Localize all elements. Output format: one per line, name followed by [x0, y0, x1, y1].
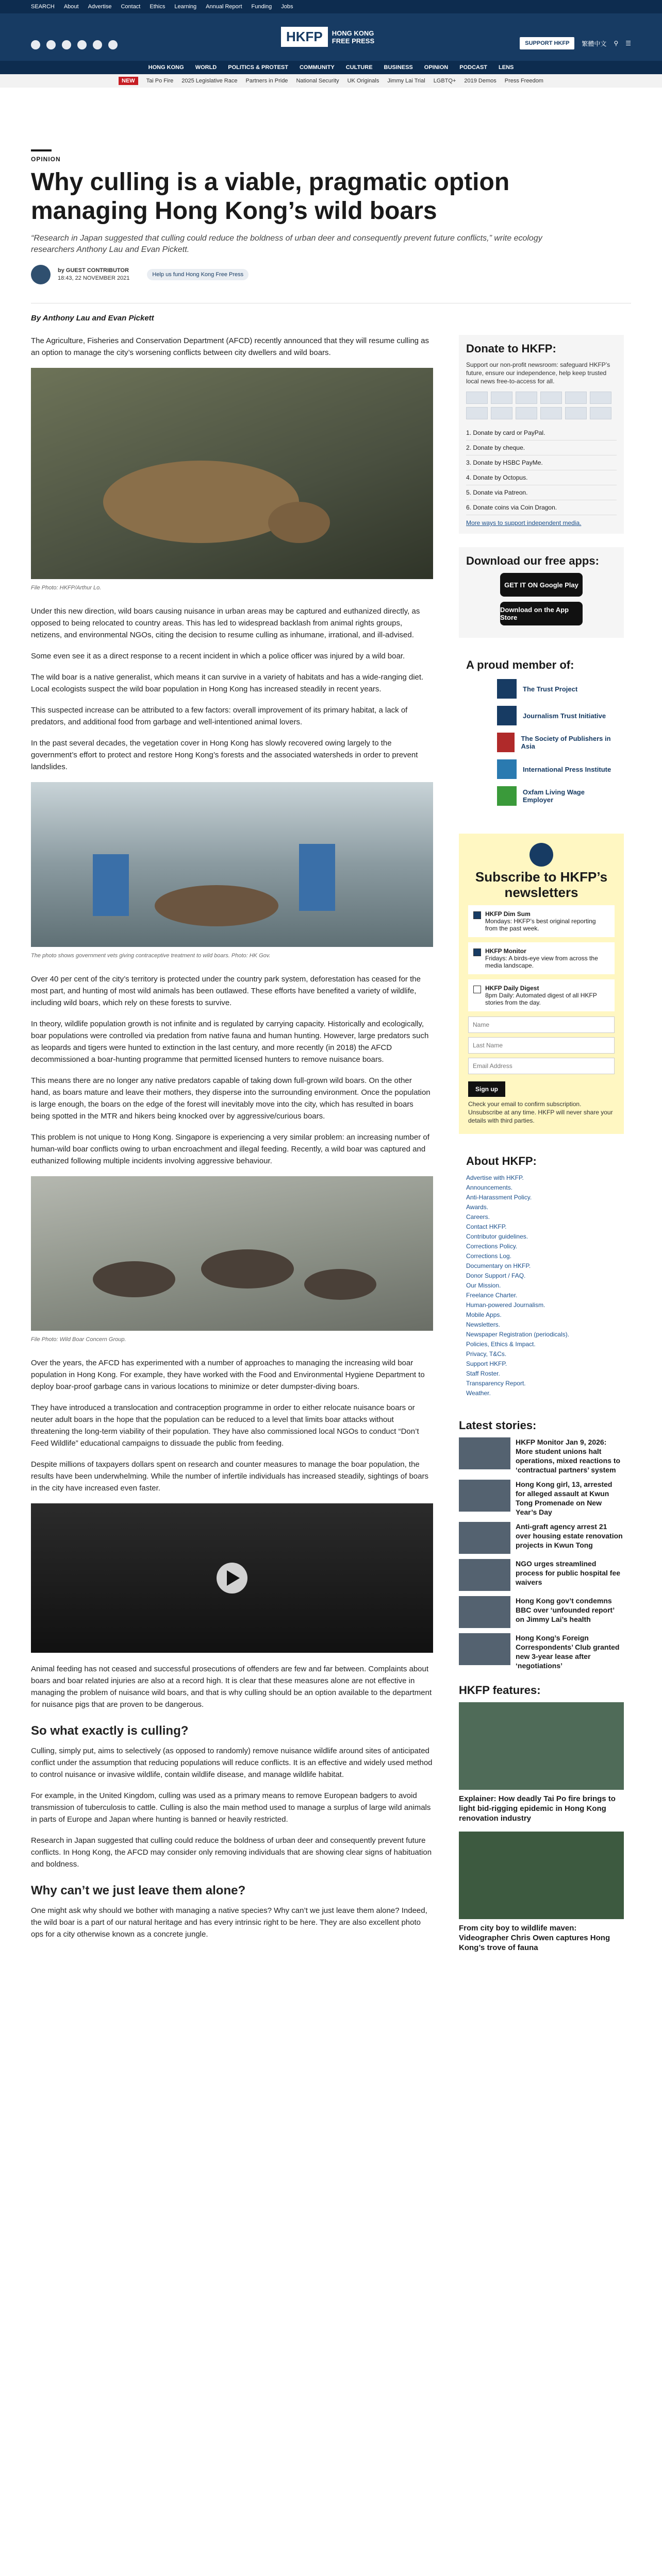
video-embed[interactable] [31, 1503, 433, 1653]
section-heading: So what exactly is culling? [31, 1724, 189, 1738]
content-area [0, 335, 662, 2576]
nav-world[interactable]: WORLD [195, 64, 217, 71]
top-utility-bar [0, 0, 662, 13]
paragraph: Some even see it as a direct response to a recent incident in which a police officer was injured by a wild boar. [31, 652, 405, 660]
first-name-field[interactable]: Name [468, 1016, 615, 1033]
boar-photo-1 [31, 368, 433, 579]
nav-politics[interactable]: POLITICS & PROTEST [228, 64, 288, 71]
apps-title: Download our free apps: [466, 554, 599, 567]
donate-option[interactable]: 6. Donate coins via Coin Dragon. [466, 500, 617, 515]
member-name: Oxfam Living Wage Employer [522, 788, 585, 804]
member-logo[interactable] [497, 786, 617, 806]
article-title: Why culling is a viable, pragmatic option managing Hong Kong’s wild boars [31, 168, 510, 225]
member-logo[interactable] [497, 706, 617, 725]
chinese-language-link[interactable]: 繁體中文 [582, 40, 607, 47]
new-badge: NEW [119, 77, 138, 85]
story-thumbnail[interactable] [459, 1596, 510, 1628]
trending-link[interactable]: LGBTQ+ [433, 78, 456, 84]
donate-option[interactable]: 1. Donate by card or PayPal. [466, 426, 617, 440]
donate-option[interactable]: 2. Donate by cheque. [466, 440, 617, 455]
visa-icon [491, 392, 512, 404]
story-title[interactable]: Hong Kong girl, 13, arrested for alleged assault at Kwun Tong Promenade on New Year’s Day [516, 1480, 613, 1516]
story-title[interactable]: NGO urges streamlined process for public hospital fee waivers [516, 1560, 621, 1586]
nav-community[interactable]: COMMUNITY [299, 64, 335, 71]
apps-box [459, 547, 624, 638]
about-link[interactable]: Freelance Charter. [466, 1292, 518, 1299]
trending-link[interactable]: Press Freedom [504, 78, 543, 84]
contact-link[interactable]: Contact [121, 4, 141, 10]
support-hkfp-button[interactable]: SUPPORT HKFP [520, 37, 574, 49]
linkedin-icon[interactable] [108, 40, 118, 49]
donate-options [466, 426, 617, 515]
member-name: International Press Institute [523, 765, 611, 773]
member-logo[interactable] [497, 759, 617, 779]
instagram-icon[interactable] [62, 40, 71, 49]
about-link[interactable]: Corrections Policy. [466, 1243, 518, 1250]
advertise-link[interactable]: Advertise [88, 4, 112, 10]
about-link[interactable]: Awards. [466, 1204, 489, 1211]
about-link[interactable]: Announcements. [466, 1184, 513, 1191]
features-box [459, 1684, 624, 1953]
about-link[interactable]: Staff Roster. [466, 1370, 500, 1377]
story-item[interactable] [459, 1480, 624, 1517]
feature-title[interactable]: From city boy to wildlife maven: Videographer Chris Owen captures Hong Kong’s trove of fauna [459, 1924, 610, 1952]
feature-thumbnail[interactable] [459, 1702, 624, 1790]
google-play-button[interactable]: GET IT ON Google Play [500, 573, 583, 597]
story-title[interactable]: Hong Kong’s Foreign Correspondents’ Club granted new 3-year lease after ‘negotiations’ [516, 1634, 620, 1670]
about-link[interactable]: Mobile Apps. [466, 1311, 502, 1318]
about-link[interactable]: About [63, 4, 79, 10]
donate-option[interactable]: 4. Donate by Octopus. [466, 470, 617, 485]
story-item[interactable] [459, 1522, 624, 1554]
sidebar [459, 335, 624, 1961]
search-icon[interactable]: ⚲ [614, 40, 619, 47]
about-box [459, 1147, 624, 1405]
about-link[interactable]: Policies, Ethics & Impact. [466, 1341, 536, 1348]
story-title[interactable]: Hong Kong gov’t condemns BBC over ‘unfounded report’ on Jimmy Lai’s health [516, 1597, 615, 1623]
paragraph: Over the years, the AFCD has experimented with a number of approaches to managing the increasing wild boar population in Hong Kong. For example, they have worked with the Food and Environmental Hygiene Department to deploy boar-proof garbage cans in various locations to minimize or deter dumpster-diving boars. [31, 1359, 425, 1391]
article-header [0, 149, 662, 284]
story-item[interactable] [459, 1596, 624, 1628]
feature-item[interactable] [459, 1702, 624, 1823]
about-link[interactable]: Transparency Report. [466, 1380, 526, 1387]
newsletter-desc: Fridays: A birds-eye view from across the media landscape. [485, 955, 598, 969]
paragraph: This suspected increase can be attributed to a few factors: overall improvement of its primary habitat, a lack of predators, and additional food from garbage and well-intentioned animal lovers. [31, 706, 408, 726]
category-label[interactable]: OPINION [31, 149, 52, 163]
trending-link[interactable]: Jimmy Lai Trial [387, 78, 425, 84]
photo-caption: File Photo: Wild Boar Concern Group. [31, 1336, 126, 1343]
about-link[interactable]: Our Mission. [466, 1282, 501, 1289]
newsletter-name: HKFP Daily Digest [485, 985, 539, 992]
newsletter-title: Subscribe to HKFP’s newsletters [475, 869, 608, 900]
trending-link[interactable]: Partners in Pride [245, 78, 288, 84]
checkbox[interactable] [473, 986, 481, 993]
payment-icons [466, 392, 617, 419]
boar-group-image-icon [31, 1176, 433, 1331]
about-link[interactable]: Contact HKFP. [466, 1223, 507, 1230]
fps-icon [491, 407, 512, 419]
newsletter-name: HKFP Dim Sum [485, 910, 531, 918]
about-link[interactable]: Corrections Log. [466, 1252, 512, 1260]
checkbox[interactable] [473, 911, 481, 919]
paragraph: The Agriculture, Fisheries and Conservation Department (AFCD) recently announced that they will resume culling as an option to manage the city’s worsening conflicts between city dwellers and wild boars. [31, 336, 429, 357]
about-link[interactable]: Weather. [466, 1389, 491, 1397]
logo-mark: HKFP [281, 27, 328, 47]
story-title[interactable]: Anti-graft agency arrest 21 over housing estate renovation projects in Kwun Tong [516, 1522, 623, 1549]
feature-title[interactable]: Explainer: How deadly Tai Po fire brings to light bid-rigging epidemic in Hong Kong renovation industry [459, 1794, 616, 1823]
trending-link[interactable]: National Security [296, 78, 339, 84]
publish-date: 18:43, 22 NOVEMBER 2021 [58, 275, 130, 281]
trending-link[interactable]: Tai Po Fire [146, 78, 174, 84]
paypal-icon [540, 392, 562, 404]
members-title: A proud member of: [466, 658, 574, 671]
main-nav [0, 61, 662, 74]
checkbox[interactable] [473, 948, 481, 956]
donate-option[interactable]: 3. Donate by HSBC PayMe. [466, 455, 617, 470]
nav-podcast[interactable]: PODCAST [459, 64, 488, 71]
coin-icon [590, 407, 611, 419]
latest-stories [459, 1419, 624, 1670]
story-thumbnail[interactable] [459, 1633, 510, 1665]
newsletter-option[interactable] [468, 942, 615, 974]
members-box [459, 651, 624, 820]
byline-author[interactable]: by GUEST CONTRIBUTOR [58, 267, 129, 274]
cheque-icon [565, 407, 587, 419]
paragraph: Research in Japan suggested that culling could reduce the boldness of urban deer and consequently prevent future conflicts. In Hong Kong, the AFCD may consider only removing individuals that are showing clear signs of habituation and boldness. [31, 1836, 432, 1869]
applepay-icon [565, 392, 587, 404]
payme-icon [466, 407, 488, 419]
app-store-button[interactable]: Download on the App Store [500, 602, 583, 625]
learning-link[interactable]: Learning [174, 4, 197, 10]
newsletter-note: Check your email to confirm subscription. Unsubscribe at any time. HKFP will never share your details with third parties. [468, 1100, 613, 1124]
trending-bar [0, 74, 662, 88]
googlepay-icon [590, 392, 611, 404]
about-link[interactable]: Privacy, T&Cs. [466, 1350, 507, 1358]
ethics-link[interactable]: Ethics [150, 4, 166, 10]
member-logo[interactable] [497, 679, 617, 699]
about-link[interactable]: Human-powered Journalism. [466, 1301, 545, 1309]
newsletter-desc: 8pm Daily: Automated digest of all HKFP stories from the day. [485, 992, 597, 1006]
boar-image-icon [31, 368, 433, 579]
member-logo[interactable] [497, 733, 617, 752]
mastercard-icon [466, 392, 488, 404]
trending-link[interactable]: UK Originals [347, 78, 379, 84]
about-link[interactable]: Advertise with HKFP. [466, 1174, 524, 1181]
about-list [466, 1173, 617, 1398]
last-name-field[interactable]: Last Name [468, 1037, 615, 1054]
article-body [31, 335, 433, 1950]
about-link[interactable]: Careers. [466, 1213, 490, 1221]
amex-icon [516, 392, 537, 404]
section-heading: Why can’t we just leave them alone? [31, 1884, 246, 1897]
threads-icon[interactable] [93, 40, 102, 49]
signup-button[interactable]: Sign up [468, 1081, 505, 1097]
paragraph: Over 40 per cent of the city’s territory is protected under the country park system, deforestation has ceased for the most part, and hunting of most wild animals has been outlawed. These efforts have benefited a variety of wildlife, including wild boars, which rely on these forests to survive. [31, 975, 421, 1007]
about-link[interactable]: Newsletters. [466, 1321, 501, 1328]
vets-image-icon [31, 782, 433, 947]
story-thumbnail[interactable] [459, 1559, 510, 1591]
paragraph: This problem is not unique to Hong Kong. Singapore is experiencing a very similar problem: an increasing number of human-wild boar conflicts owing to urban encroachment and illegal feeding. Recently, a wild boar was captured and euthanized following multiple incidents involving aggressive behaviour. [31, 1133, 429, 1165]
jti-icon [497, 706, 517, 725]
paragraph: Despite millions of taxpayers dollars spent on research and counter measures to manage the boar population, the results have been underwhelming. While the number of infertile individuals has increased steadily, sightings of boars in the city have increased even faster. [31, 1460, 428, 1493]
paragraph: For example, in the United Kingdom, culling was used as a primary means to remove European badgers to avoid transmission of tuberculosis to cattle. Culling is also the main method used to manage a surplus of large wild animals in parts of Europe and Japan where hunting is banned or heavily restricted. [31, 1791, 431, 1824]
trending-link[interactable]: 2025 Legislative Race [181, 78, 238, 84]
donate-box [459, 335, 624, 534]
sopa-icon [497, 733, 515, 752]
donate-title: Donate to HKFP: [466, 342, 556, 355]
newsletter-option[interactable] [468, 905, 615, 937]
about-link[interactable]: Contributor guidelines. [466, 1233, 528, 1240]
oxfam-icon [497, 786, 517, 806]
newsletter-name: HKFP Monitor [485, 947, 526, 955]
logo-text: HONG KONG FREE PRESS [332, 29, 375, 45]
photo-caption: The photo shows government vets giving contraceptive treatment to wild boars. Photo: HK Gov. [31, 953, 271, 959]
site-header [0, 13, 662, 61]
paragraph: Culling, simply put, aims to selectively (as opposed to randomly) remove nuisance wildlife around sites of anticipated conflict under the assumption that reducing populations will reduce conflicts. It is an effective and widely used method to control nuisance or invasive wildlife, contain wildlife disease, and manage wildlife habitat. [31, 1747, 433, 1779]
about-link[interactable]: Documentary on HKFP. [466, 1262, 531, 1269]
more-support-link[interactable]: More ways to support independent media. [466, 519, 582, 527]
paragraph: Under this new direction, wild boars causing nuisance in urban areas may be captured and euthanized directly, as opposed to being relocated to country areas. This has led to widespread backlash from animal rights groups, netizens, and environmental NGOs, citing the decision to resume culling as inhumane, irrational, and ill-advised. [31, 607, 420, 639]
paragraph: They have introduced a translocation and contraception programme in order to either relocate nuisance boars or neuter adult boars in the hope that the population can be reduced to a level that limits boar attacks without threatening the long-term viability of their population. They have also commissioned local NGOs to conduct “Don’t Feed Wildlife” educational campaigns to dissuade the public from feeding. [31, 1403, 419, 1448]
about-link[interactable]: Anti-Harassment Policy. [466, 1194, 532, 1201]
paragraph: In theory, wildlife population growth is not infinite and is regulated by carrying capacity. Historically and ecologically, boar populations were controlled via predation from native fauna and human hunting. However, large predators such as leopards and tigers were hunted to extinction in the last century, and more recently (in 2018) the AFCD decommissioned a boar-hunting programme that permitted licensed hunters to remove nuisance boars. [31, 1020, 429, 1064]
story-title[interactable]: HKFP Monitor Jan 9, 2026: More student unions halt operations, mixed reactions to ‘contractual partners’ system [516, 1438, 621, 1474]
donate-option[interactable]: 5. Donate via Patreon. [466, 485, 617, 500]
play-icon[interactable] [31, 1503, 433, 1653]
nav-hong-kong[interactable]: HONG KONG [148, 64, 184, 71]
ipi-icon [497, 759, 517, 779]
story-item[interactable] [459, 1633, 624, 1670]
paragraph: This means there are no longer any native predators capable of taking down full-grown wild boars. On the other hand, as boars mature and leave their mothers, they disperse into the surrounding environment. Once the population is large enough, the boars on the edge of the forest will inevitably move into the city, which has resulted in boars being spotted in the MTR and hikers being knocked over by aggressive/curious boars. [31, 1076, 431, 1121]
youtube-icon[interactable] [77, 40, 87, 49]
member-name: Journalism Trust Initiative [523, 711, 606, 720]
nav-culture[interactable]: CULTURE [345, 64, 373, 71]
about-title: About HKFP: [466, 1155, 537, 1167]
vets-photo [31, 782, 433, 947]
boar-photo-2 [31, 1176, 433, 1331]
byline-meta [58, 267, 129, 282]
about-link[interactable]: Donor Support / FAQ. [466, 1272, 526, 1279]
trust-project-icon [497, 679, 517, 699]
photo-caption: File Photo: HKFP/Arthur Lo. [31, 585, 102, 591]
twitter-icon[interactable] [46, 40, 56, 49]
menu-icon[interactable]: ☰ [625, 40, 631, 47]
latest-title: Latest stories: [459, 1419, 537, 1432]
octopus-icon [516, 407, 537, 419]
avatar [31, 265, 51, 284]
feature-item[interactable] [459, 1832, 624, 1953]
jobs-link[interactable]: Jobs [281, 4, 293, 10]
hkfp-logo[interactable] [281, 27, 374, 47]
paragraph: In the past several decades, the vegetation cover in Hong Kong has slowly recovered owing largely to the government’s effort to protect and restore Hong Kong’s forests and the associated watersheds in order to prevent landslides. [31, 739, 418, 771]
article-deck: “Research in Japan suggested that culling could reduce the boldness of urban deer and consequently prevent future conflicts,” write ecology researchers Anthony Lau and Evan Pickett. [31, 234, 542, 254]
search-link[interactable]: SEARCH [31, 4, 55, 10]
article-authors: By Anthony Lau and Evan Pickett [31, 303, 631, 323]
help-fund-button[interactable]: Help us fund Hong Kong Free Press [147, 269, 249, 280]
facebook-icon[interactable] [31, 40, 40, 49]
byline-row [31, 265, 631, 284]
nav-lens[interactable]: LENS [499, 64, 514, 71]
nav-business[interactable]: BUSINESS [384, 64, 413, 71]
paragraph: One might ask why should we bother with managing a native species? Why can’t we just leave them alone? Indeed, the wild boar is a part of our natural heritage and has every intrinsic right to be here. They are also excellent photo ops for a city otherwise known as a concrete jungle. [31, 1906, 427, 1939]
member-name: The Society of Publishers in Asia [521, 735, 611, 750]
feature-thumbnail[interactable] [459, 1832, 624, 1919]
header-actions [520, 37, 631, 49]
story-thumbnail[interactable] [459, 1522, 510, 1554]
paragraph: The wild boar is a native generalist, which means it can survive in a variety of habitats and has a wide-ranging diet. Local ecologists suspect the wild boar population in Hong Kong has increased steadily in recent years. [31, 673, 424, 693]
funding-link[interactable]: Funding [251, 4, 272, 10]
story-thumbnail[interactable] [459, 1437, 510, 1469]
social-icons [31, 40, 118, 49]
hkfp-badge-icon [529, 843, 553, 867]
about-link[interactable]: Newspaper Registration (periodicals). [466, 1331, 570, 1338]
newsletter-box [459, 834, 624, 1134]
annual-report-link[interactable]: Annual Report [206, 4, 242, 10]
member-name: The Trust Project [523, 685, 578, 693]
features-title: HKFP features: [459, 1684, 541, 1697]
newsletter-option[interactable] [468, 979, 615, 1011]
trending-link[interactable]: 2019 Demos [464, 78, 496, 84]
story-item[interactable] [459, 1437, 624, 1475]
email-field[interactable]: Email Address [468, 1058, 615, 1074]
patreon-icon [540, 407, 562, 419]
story-item[interactable] [459, 1559, 624, 1591]
nav-opinion[interactable]: OPINION [424, 64, 449, 71]
newsletter-desc: Mondays: HKFP’s best original reporting from the past week. [485, 918, 596, 932]
donate-text: Support our non-profit newsroom: safeguard HKFP’s future, ensure our independence, help keep trusted local news free-to-access for all. [466, 361, 610, 385]
story-thumbnail[interactable] [459, 1480, 510, 1512]
paragraph: Animal feeding has not ceased and successful prosecutions of offenders are few and far between. Complaints about boars and boar related injuries are also at a record high. It is clear that these measures alone are not effective in managing the problem of nuisance wild boars, and that is why culling should be an option available to the department for nuisance pigs that are proven to be dangerous. [31, 1665, 432, 1709]
about-link[interactable]: Support HKFP. [466, 1360, 507, 1367]
